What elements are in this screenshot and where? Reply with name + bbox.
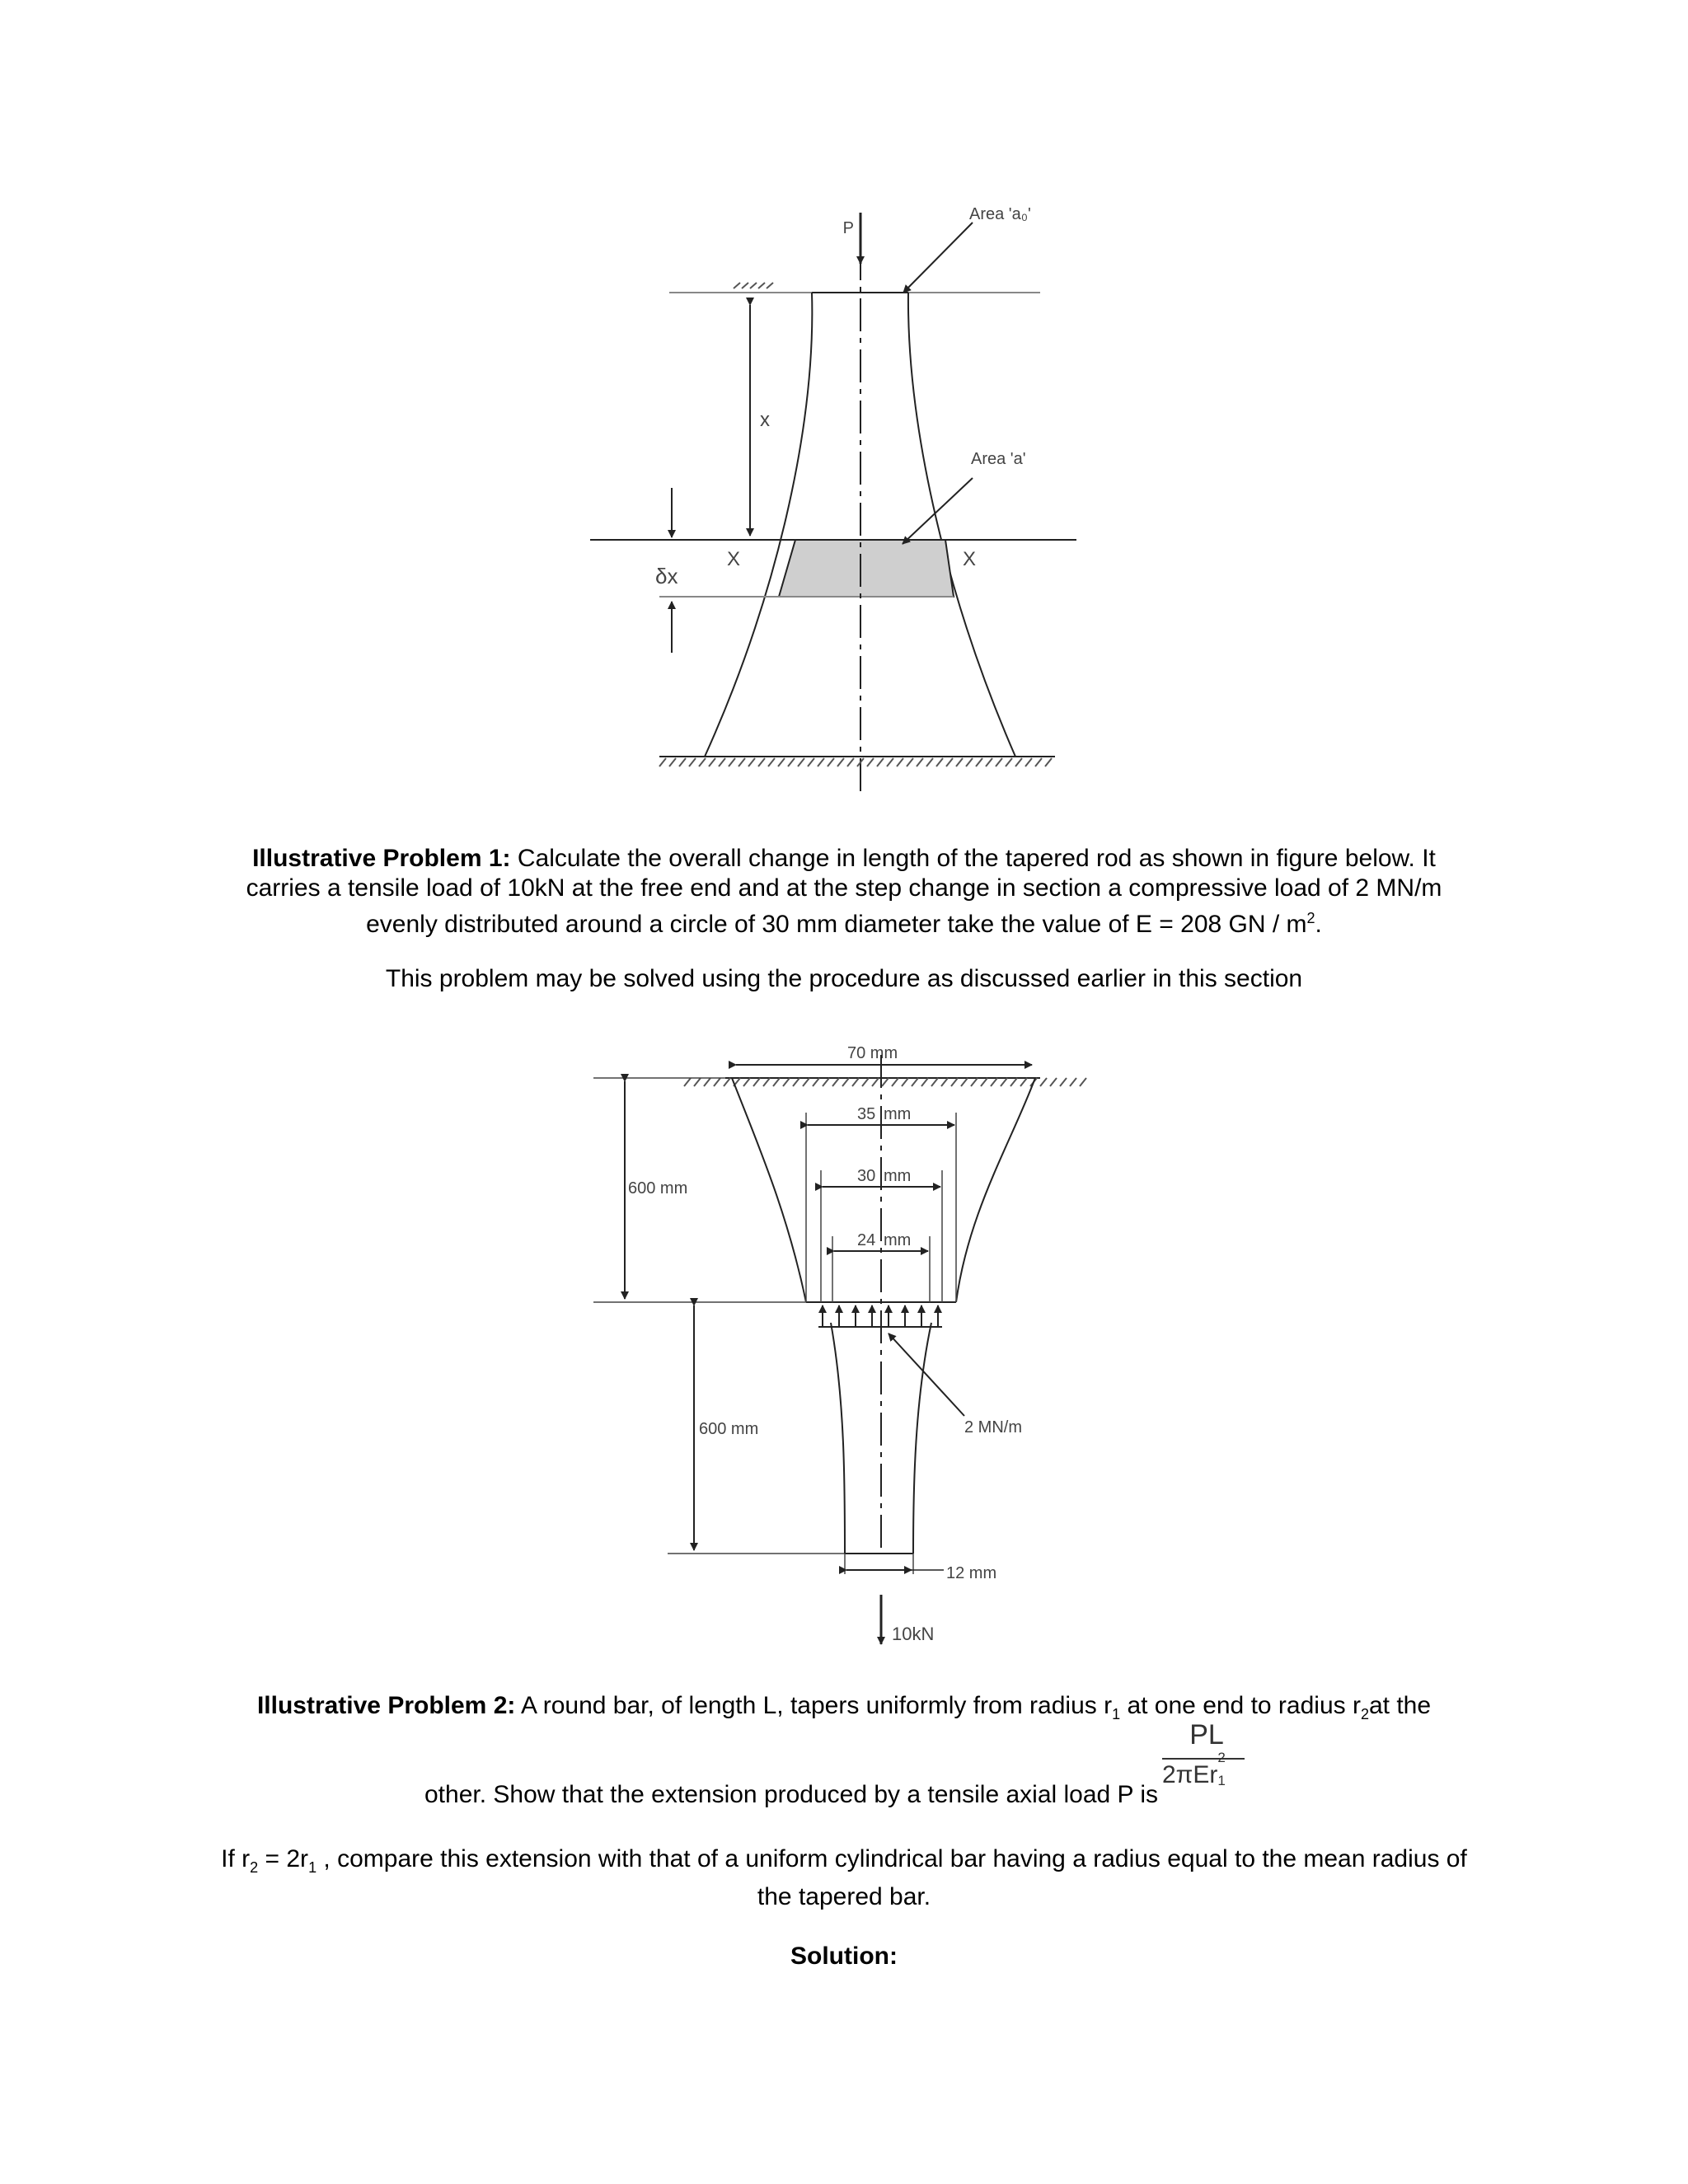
upper-left-edge	[732, 1078, 806, 1302]
frac-den-text: 2πEr	[1162, 1761, 1218, 1788]
area-label: Area 'a'	[971, 450, 1026, 468]
dist-load-label: 2 MN/m	[964, 1418, 1022, 1436]
problem1-sup: 2	[1306, 910, 1315, 926]
x-dim-label: x	[760, 409, 770, 431]
area-top-label: Area 'a₀'	[969, 205, 1031, 223]
dim-600-lower-label: 600 mm	[699, 1420, 759, 1438]
load-p-label: P	[842, 219, 854, 237]
problem1-note: This problem may be solved using the procedure as discussed earlier in this section	[385, 965, 1303, 992]
fraction-denominator	[1162, 1750, 1226, 1789]
dim-35-num: 35	[857, 1105, 876, 1123]
compare-b: = 2r	[258, 1845, 309, 1872]
compare-sub1: 1	[308, 1859, 317, 1876]
compare-sub2: 2	[250, 1859, 259, 1876]
fraction-numerator: PL	[1189, 1719, 1224, 1750]
problem2-heading: Illustrative Problem 2:	[256, 1692, 516, 1719]
problem2-text-a: A round bar, of length L, tapers uniformly from radius r	[515, 1692, 1113, 1719]
dim-24-unit: mm	[884, 1231, 912, 1249]
compare-c: , compare this extension with that of a uniform cylindrical bar having a radius equal to the mean radius of the tapered bar.	[316, 1845, 1467, 1910]
problem2-text-b: at one end to radius r	[1120, 1692, 1361, 1719]
fraction-bar	[1162, 1758, 1245, 1760]
frac-den-sub: 1	[1217, 1773, 1226, 1788]
dim-12-label: 12 mm	[946, 1564, 997, 1582]
problem1-end: .	[1315, 911, 1322, 938]
problem1-text: Calculate the overall change in length of the tapered rod as shown in figure below. It carries a tensile load of 10kN at the free end and at the step change in section a compressive load of 2 MN/m evenly distributed around a circle of 30 mm diameter take the value of E = 208 GN / m	[246, 845, 1442, 938]
dim-30-num: 30	[857, 1167, 876, 1185]
dx-label: δx	[655, 564, 678, 588]
compare-a: If r	[221, 1845, 251, 1872]
problem2-paragraph	[165, 1691, 1523, 1729]
dim-35-unit: mm	[884, 1105, 912, 1123]
dim-600-upper-label: 600 mm	[628, 1179, 688, 1197]
lower-left-edge	[831, 1323, 845, 1554]
end-load-label: 10kN	[892, 1624, 935, 1644]
section-x-left: X	[727, 548, 741, 570]
problem2-line2: other. Show that the extension produced by a tensile axial load P is	[424, 1781, 1159, 1808]
frac-den-sup: 2	[1217, 1750, 1226, 1765]
problem1-heading: Illustrative Problem 1:	[252, 845, 511, 872]
upper-right-edge	[956, 1078, 1035, 1302]
problem2-compare	[214, 1844, 1474, 1912]
solution-heading: Solution:	[790, 1943, 898, 1970]
problem2-text-c: at the	[1368, 1692, 1432, 1719]
section-x-right: X	[963, 548, 977, 570]
dim-70-label: 70 mm	[847, 1044, 898, 1062]
dim-30-unit: mm	[884, 1167, 912, 1185]
lower-right-edge	[913, 1323, 931, 1554]
dim-24-num: 24	[857, 1231, 876, 1249]
problem2-sub2: 2	[1360, 1706, 1369, 1722]
problem2-sub1: 1	[1112, 1706, 1121, 1722]
top-support-hatch	[684, 1078, 1086, 1086]
